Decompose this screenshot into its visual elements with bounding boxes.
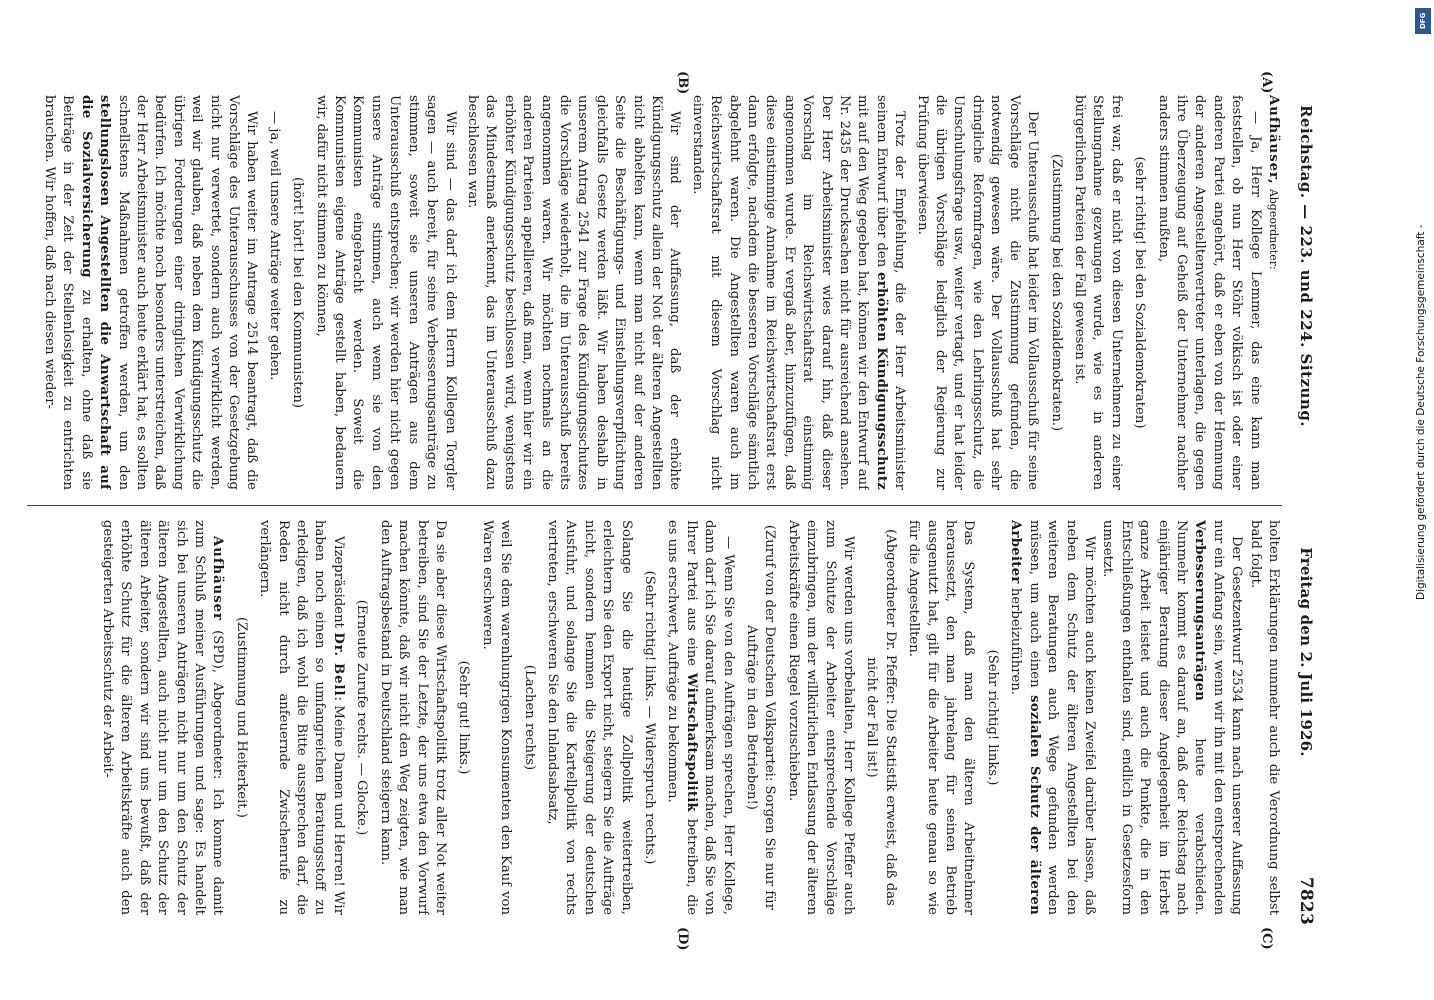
dfg-credit-text: Digitalisierung gefördert durch die Deutsche Forschungsgemeinschaft - — [1415, 224, 1427, 600]
interjection: (Sehr gut! links.) — [456, 660, 472, 775]
paragraph — [663, 520, 737, 915]
emphasis: Verbesserungsanträgen — [1192, 520, 1208, 702]
right-column — [22, 520, 1282, 915]
paragraph: Wir werden uns vorbehalten, Herr Kollege Pfeffer auch zum Schutze der Arbeiter entsprechende Vorschläge einzubringen, um der willkürlichen Entlassung der älteren Arbeitskräfte einen Riegel vorzuschieben. — [785, 520, 857, 915]
paragraph: — ja, weil unsere Anträge weiter gehen. — [266, 111, 282, 381]
emphasis: erhöhten Kündigungsschutz — [873, 272, 889, 490]
text-run: mit auf den Weg gegeben hat, können wir den Entwurf auf Nr. 2435 der Drucksachen nicht für ausreichend ansehen. Der Herr Arbeitsminister wies darauf hin, daß dieser Vorschlag im Reichswirtschaftsrat einstimmig angenommen wurde. Er vergaß aber, hinzuzufügen, daß diese einstimmige Annahme im Reichswirtschaftsrat erst dann erfolgte, nachdem die besseren Vorschläge sämtlich abgelehnt waren. Die Angestellten waren auch im Reichswirtschaftsrat mit diesem Vorschlag nicht einverstanden. — [689, 95, 871, 490]
text-run: betreiben, die es uns erschwert, Aufträge zu bekommen. — [665, 520, 699, 915]
emphasis: Wirtschaftspolitik — [683, 672, 699, 812]
header-date: Freitag den 2. Juli 1926. — [1297, 547, 1315, 757]
margin-letter-c: (C) — [1259, 927, 1274, 950]
interjection: (sehr richtig! bei den Sozialdemokraten) — [1132, 156, 1148, 429]
emphasis: stellungslosen Angestellten die Anwartschaft auf die Sozialversicherung — [78, 95, 113, 490]
text-run: (SPD), Abgeordneter: Ich komme damit zum Schluß meiner Ausführungen und sage: Es handelt sich bei unseren Anträgen nicht nur um den Schutz der älteren Angestellten, auch nicht nur um den Schutz der älteren Arbeiter, sondern wir sind uns bewußt, daß der erhöhte Schutz für die älteren Arbeitskräfte auch den gesteigerten Arbeitsschutz der Arbeit- — [100, 520, 226, 915]
emphasis: sozialen Schutz der älteren Arbeiter — [1008, 520, 1042, 915]
text-run: Wir haben weiter im Antrage 2514 beantragt, daß die Vorschläge des Unterausschusses von der Gesetzgebung nicht nur verwertet, sondern auch verwirklicht werden, weil wir glauben, daß neben dem Kündigungsschutz die übrigen Forderungen einer dringlichen Verwirklichung bedürfen. Ich möchte noch besonders unterstreichen, daß der Herr Arbeitsminister auch heute erklärt hat, es sollten schnellstens Maßnahmen getroffen werden, um den — [115, 95, 260, 490]
interjection: (Abgeordneter Dr. Pfeffer: Die Statistik erweist, daß das nicht der Fall ist!) — [864, 529, 898, 906]
interjection: (hört! hört! bei den Kommunisten) — [290, 177, 306, 408]
interjection: (Zustimmung bei den Sozialdemokraten.) — [1048, 153, 1064, 432]
interjection: (Sehr richtig! links. — Widerspruch rechts.) — [642, 570, 657, 865]
interjection: (Zustimmung und Heiterkeit.) — [233, 617, 249, 818]
paragraph — [98, 520, 227, 915]
speaker-name: Aufhäuser — [210, 536, 226, 621]
interjection: (Erneute Zurufe rechts. — Glocke.) — [354, 599, 370, 836]
page-header — [1290, 105, 1316, 925]
left-column — [22, 95, 1282, 490]
text-run: herbeizuführen. — [1008, 583, 1024, 696]
paragraph: — Ja, Herr Kollege Lemmer, das eine kann man feststellen, ob nun Herr Stöhr völkisch ist oder einer anderen Partei angehört, daß er eben von der Hemmung der anderen Angestelltenvertreter unterlagen, die gegen ihre Überzeugung auf Geheiß der Unternehmer nachher anders stimmen mußten, — [1155, 95, 1263, 490]
paragraph: Wir sind der Auffassung, daß der erhöhte Kündigungsschutz allein der Not der älteren Angestellten nicht abhelfen kann, wenn man nicht auf der anderen Seite die Beschäftigungs- und Einstellungsverpflichtung gleichfalls Gesetz werden läßt. Wir haben deshalb in unserem Antrag 2541 zur Frage des Kündigungsschutzes die Vorschläge wiederholt, die im Unterausschuß bereits angenommen waren. Wir möchten nochmals an die anderen Parteien appellieren, daß man, wenn hier wir ein erhöhter Kündigungsschutz beschlossen wird, wenigstens das Mindestmaß anerkennt, das im Unterausschuß dazu beschlossen war. — [464, 95, 683, 490]
paragraph — [1006, 520, 1098, 915]
text-run: zu erhalten, ohne daß sie Beiträge in der Zeit der Stellenlosigkeit zu entrichten brauchen. Wir hoffen, daß nach diesen wieder- — [42, 95, 94, 490]
scanned-page — [0, 65, 1330, 955]
paragraph — [1264, 95, 1282, 490]
speaker-name: Dr. Bell — [330, 632, 346, 697]
paragraph: Da sie aber diese Wirtschaftspolitik trotz aller Not weiter betreiben, sind Sie der Letzte, der uns etwa den Vorwurf machen könnte, daß wir nicht den Weg zeigten, wie man den Auftragsbestand in Deutschland steigern kann. — [377, 520, 448, 915]
header-title: Reichstag. — 223. und 224. Sitzung. — [1297, 105, 1315, 428]
paragraph: weil Sie dem warenhungrigen Konsumenten den Kauf von Waren erschweren. — [479, 520, 514, 915]
text-run: Wir möchten auch keinen Zweifel darüber lassen, daß neben dem Schutz der älteren Angestellten bei den weiteren Beratungen auch Wege gefunden werden müssen, um auch einen — [1026, 520, 1097, 915]
margin-letter-a: (A) — [1259, 71, 1274, 94]
interjection: (Lachen rechts) — [521, 664, 537, 771]
margin-letter-d: (D) — [675, 927, 690, 951]
paragraph — [255, 520, 347, 915]
text-run: — Wenn Sie von den Aufträgen sprechen, Herr Kollege, dann darf ich Sie darauf aufmerksam machen, daß Sie von Ihrer Partei aus eine — [683, 520, 736, 915]
digitization-credit — [1414, 0, 1434, 1000]
text-run: Der Gesetzentwurf 2534 kann nach unserer Auffassung nur ein Anfang sein, wenn wir ihn mit den entsprechenden — [1210, 520, 1245, 915]
paragraph: Der Unterausschuß hat leider im Vollausschuß für seine Vorschläge nicht die Zustimmung gefunden, die notwendig gewesen wäre. Der Vollausschuß hat sehr dringliche Reformfragen, wie den Lehrlingsschutz, die Umschulungsfrage usw., weiter vertagt, und er hat leider die übrigen Vorschläge lediglich der Regierung zur Prüfung überwiesen. — [914, 95, 1041, 490]
paragraph: holten Erklärungen nunmehr auch die Verordnung selbst bald folgt. — [1247, 520, 1281, 915]
paragraph: Solange Sie die heutige Zollpolitik weitertreiben, erleichtern Sie den Export nicht, steigern Sie die Aufträge nicht, sondern hemmen die Steigerung der deutschen Ausfuhr, und solange Sie die Kartellpolitik von rechts vertreten, erschweren Sie den Inlandsabsatz, — [544, 520, 634, 915]
margin-letter-b: (B) — [675, 71, 690, 95]
text-run: heute verabschieden. Nunmehr kommt es darauf an, daß der Reichstag nach einjähriger Beratung dieser Angelegenheit im Herbst ganze Arbeit leistet und auch die Punkte, die in den Entschließungen enthalten sind, endlich in Gesetzesform umsetzt. — [1100, 520, 1208, 915]
paragraph: Das System, daß man den älteren Arbeitnehmer heraussetzt, den man jahrelang für seinen Betrieb ausgenutzt hat, gilt für die Arbeiter heute genau so wie für die Angestellten. — [906, 520, 977, 915]
interjection: (Zuruf von der Deutschen Volkspartei: Sorgen Sie nur für Aufträge in den Betrieben!) — [744, 524, 778, 911]
column-divider — [27, 505, 1282, 506]
interjection: (Sehr richtig! links.) — [984, 649, 1000, 786]
paragraph — [1098, 520, 1245, 915]
speaker-name: Aufhäuser, — [1266, 95, 1281, 185]
paragraph: Wir sind — das darf ich dem Herrn Kollegen Torgler sagen — auch bereit, für seine Verbesserungsanträge zu stimmen, soweit sie unseren Anträgen aus dem Unterausschuß entsprechen; wir werden hier nicht gegen unsere Anträge stimmen, auch wenn sie von den Kommunisten eingebracht werden. Soweit die Kommunisten eigene Anträge gestellt haben, bedauern wir, dafür nicht stimmen zu können, — [313, 95, 458, 490]
speaker-role: Abgeordneter: — [1267, 188, 1280, 270]
paragraph — [687, 95, 908, 490]
dfg-logo: DFG — [1415, 8, 1431, 34]
page-number: 7823 — [1296, 876, 1316, 925]
paragraph — [40, 95, 261, 490]
paragraph: frei war, daß er nicht von diesen Unternehmern zu einer Stellungnahme gezwungen wurde, wie es in anderen bürgerlichen Parteien der Fall gewesen ist. — [1071, 95, 1124, 490]
text-run: Trotz der Empfehlung, die der Herr Arbeitsminister seinem Entwurf über den — [873, 95, 908, 490]
text-run: Vizepräsident — [330, 536, 346, 633]
text-run: : Meine Damen und Herren! Wir haben noch einen so umfangreichen Beratungsstoff zu erledigen, daß ich wohl die Bitte aussprechen darf, die Reden nicht durch anfeuernde Zwischenrufe zu verlängern. — [257, 520, 346, 915]
